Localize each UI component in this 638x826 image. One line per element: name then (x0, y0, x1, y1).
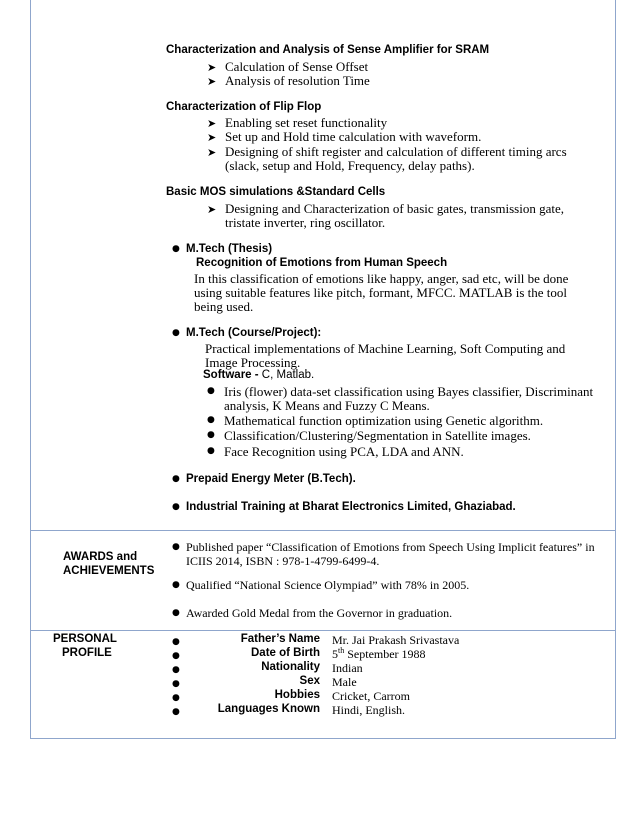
sram-heading: Characterization and Analysis of Sense Amplifier for SRAM (166, 44, 490, 56)
bullet-icon: ● (207, 386, 215, 396)
profile-field-label: Hobbies (274, 689, 320, 701)
bullet-icon: ● (207, 446, 215, 456)
bullet-icon: ● (207, 415, 215, 425)
section-divider (30, 630, 615, 631)
bullet-icon: ● (172, 679, 180, 689)
arrow-bullet-icon: ➤ (207, 146, 217, 159)
bullet-icon: ● (172, 637, 180, 647)
arrow-bullet-icon: ➤ (207, 203, 217, 216)
software-label: Software - (203, 369, 262, 381)
bullet-icon: ● (172, 665, 180, 675)
section-divider (30, 530, 615, 531)
personal-label: PERSONAL (53, 633, 117, 645)
bullet-icon: ● (172, 328, 180, 338)
list-item: Face Recognition using PCA, LDA and ANN. (224, 444, 464, 459)
award-item-continuation: ICIIS 2014, ISBN : 978-1-4799-6499-4. (186, 554, 380, 568)
arrow-bullet-icon: ➤ (207, 61, 217, 74)
profile-field-value (332, 647, 426, 662)
list-item-continuation: tristate inverter, ring oscillator. (225, 215, 386, 230)
profile-field-value: Hindi, English. (332, 703, 406, 717)
software-line (203, 369, 314, 381)
list-item: Analysis of resolution Time (225, 73, 370, 88)
profile-field-label: Nationality (261, 661, 320, 673)
list-item: Mathematical function optimization using Genetic algorithm. (224, 413, 544, 428)
bullet-icon: ● (207, 430, 215, 440)
flipflop-heading: Characterization of Flip Flop (166, 101, 322, 113)
dob-rest: September 1988 (344, 647, 426, 661)
list-item: Designing and Characterization of basic gates, transmission gate, (225, 201, 564, 216)
thesis-subtitle: Recognition of Emotions from Human Speech (196, 257, 448, 269)
arrow-bullet-icon: ➤ (207, 117, 217, 130)
bullet-icon: ● (172, 608, 180, 618)
bullet-icon: ● (172, 651, 180, 661)
list-item-continuation: (slack, setup and Hold, Frequency, delay paths). (225, 158, 475, 173)
awards-label: ACHIEVEMENTS (63, 565, 155, 577)
list-item: Designing of shift register and calculation of different timing arcs (225, 144, 567, 159)
bullet-icon: ● (172, 542, 180, 552)
thesis-title: M.Tech (Thesis) (186, 243, 273, 255)
dob-day: 5 (332, 647, 338, 661)
award-item: Qualified “National Science Olympiad” with 78% in 2005. (186, 578, 470, 592)
award-item: Awarded Gold Medal from the Governor in graduation. (186, 606, 453, 620)
profile-field-label: Sex (299, 675, 320, 687)
profile-field-label: Father’s Name (240, 633, 320, 645)
bullet-icon: ● (172, 474, 180, 484)
bullet-icon: ● (172, 693, 180, 703)
resume-frame (30, 0, 616, 739)
dob-suffix: th (338, 646, 345, 655)
profile-field-value: Indian (332, 661, 363, 675)
profile-field-value: Mr. Jai Prakash Srivastava (332, 633, 460, 647)
paragraph-line: In this classification of emotions like happy, anger, sad etc, will be done (194, 271, 569, 286)
training-title: Industrial Training at Bharat Electronics Limited, Ghaziabad. (186, 501, 516, 513)
list-item: Enabling set reset functionality (225, 115, 388, 130)
course-title: M.Tech (Course/Project): (186, 327, 322, 339)
list-item: Iris (flower) data-set classification using Bayes classifier, Discriminant (224, 384, 594, 399)
arrow-bullet-icon: ➤ (207, 131, 217, 144)
profile-field-label: Date of Birth (251, 647, 320, 659)
prepaid-title: Prepaid Energy Meter (B.Tech). (186, 473, 356, 485)
paragraph-line: Practical implementations of Machine Learning, Soft Computing and (205, 341, 566, 356)
personal-label: PROFILE (62, 647, 112, 659)
list-item: Classification/Clustering/Segmentation in Satellite images. (224, 428, 531, 443)
profile-field-value: Male (332, 675, 357, 689)
arrow-bullet-icon: ➤ (207, 75, 217, 88)
list-item: Calculation of Sense Offset (225, 59, 369, 74)
list-item: Set up and Hold time calculation with waveform. (225, 129, 482, 144)
mos-heading: Basic MOS simulations &Standard Cells (166, 186, 386, 198)
award-item: Published paper “Classification of Emotions from Speech Using Implicit features” in (186, 540, 595, 554)
paragraph-line: Image Processing. (205, 355, 301, 370)
paragraph-line: being used. (194, 299, 254, 314)
bullet-icon: ● (172, 707, 180, 717)
software-value: C, Matlab. (261, 369, 315, 381)
list-item-continuation: analysis, K Means and Fuzzy C Means. (224, 398, 430, 413)
profile-field-label: Languages Known (217, 703, 320, 715)
bullet-icon: ● (172, 244, 180, 254)
awards-label: AWARDS and (63, 551, 138, 563)
bullet-icon: ● (172, 580, 180, 590)
bullet-icon: ● (172, 502, 180, 512)
profile-field-value: Cricket, Carrom (332, 689, 410, 703)
paragraph-line: using suitable features like pitch, formant, MFCC. MATLAB is the tool (194, 285, 567, 300)
